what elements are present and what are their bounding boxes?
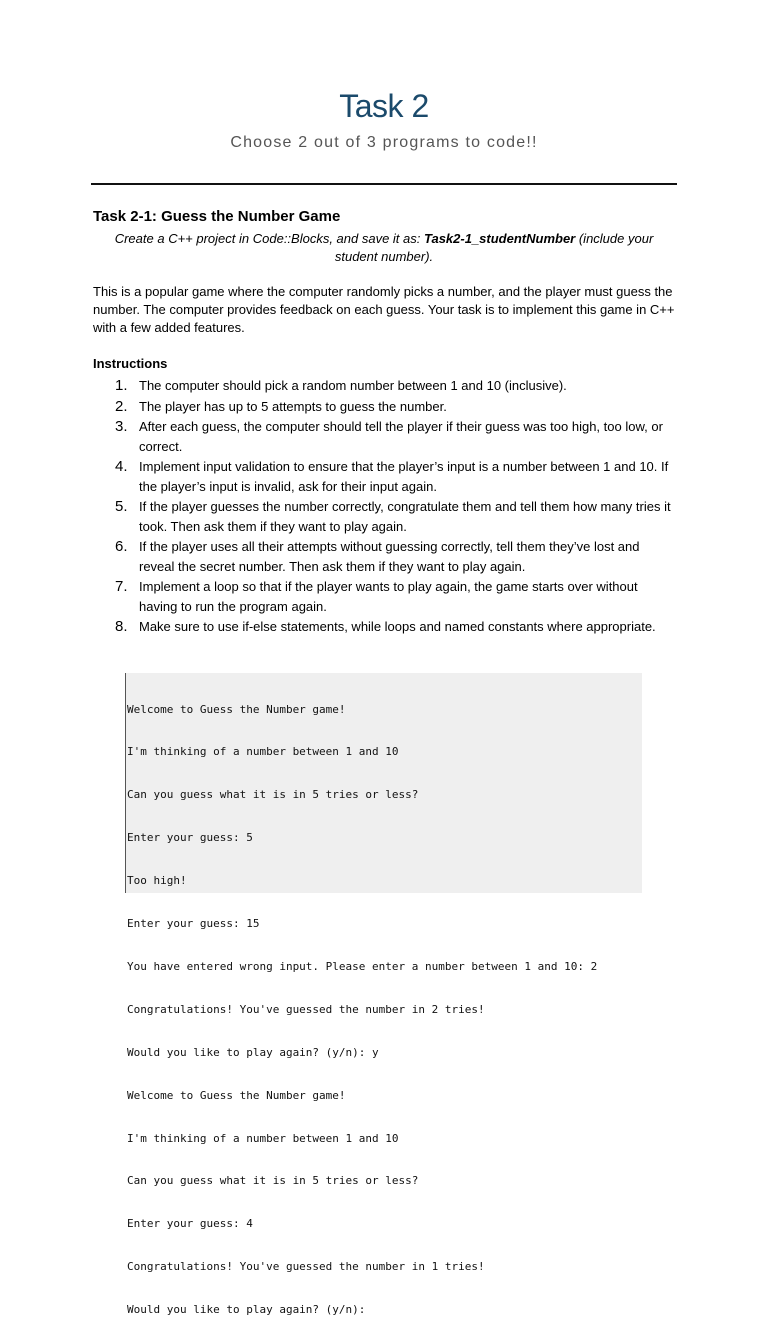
instruction-text: If the player uses all their attempts without guessing correctly, tell them they’ve lost and reveal the secret number. Then ask them if they want to play again. <box>139 539 640 574</box>
instruction-number: 5. <box>115 498 128 515</box>
instruction-number: 4. <box>115 458 128 475</box>
instruction-text: The player has up to 5 attempts to guess the number. <box>139 398 447 414</box>
instruction-item <box>111 577 677 616</box>
instruction-text: Implement a loop so that if the player wants to play again, the game starts over without having to run the program again. <box>139 579 638 614</box>
page-subtitle: Choose 2 out of 3 programs to code!! <box>230 134 538 151</box>
project-note-suffix: (include your student number). <box>334 231 654 264</box>
instruction-number: 8. <box>115 618 128 635</box>
instruction-number: 2. <box>115 397 128 415</box>
instruction-number: 3. <box>115 418 128 435</box>
instruction-text: The computer should pick a random number between 1 and 10 (inclusive). <box>139 378 567 393</box>
console-line: I'm thinking of a number between 1 and 10 <box>127 1131 399 1145</box>
instruction-text: Make sure to use if-else statements, while loops and named constants where appropriate. <box>139 619 656 634</box>
console-line: Enter your guess: 5 <box>127 831 253 845</box>
console-line: I'm thinking of a number between 1 and 10 <box>127 745 399 759</box>
console-line: Would you like to play again? (y/n): <box>127 1303 366 1317</box>
console-line: Enter your guess: 4 <box>127 1217 253 1231</box>
console-line: Would you like to play again? (y/n): y <box>127 1045 379 1059</box>
instruction-number: 6. <box>115 538 128 555</box>
instruction-item <box>111 537 677 576</box>
console-line: Too high! <box>127 874 187 888</box>
console-line: Can you guess what it is in 5 tries or less? <box>127 1174 419 1188</box>
console-line: Welcome to Guess the Number game! <box>127 702 346 716</box>
instruction-item <box>111 417 677 456</box>
instruction-item <box>111 497 677 536</box>
project-note <box>93 230 675 266</box>
console-line: You have entered wrong input. Please enter a number between 1 and 10: 2 <box>127 959 598 973</box>
section-heading: Task 2-1: Guess the Number Game <box>93 208 341 225</box>
console-line: Enter your guess: 15 <box>127 917 260 931</box>
instruction-text: After each guess, the computer should tell the player if their guess was too high, too low, or correct. <box>139 419 663 454</box>
console-line: Congratulations! You've guessed the number in 2 tries! <box>127 1002 485 1016</box>
instruction-item <box>111 397 677 417</box>
console-output-screenshot <box>125 673 642 1317</box>
instruction-number: 1. <box>115 377 128 394</box>
intro-paragraph: This is a popular game where the computer randomly picks a number, and the player must guess the number. The computer provides feedback on each guess. Your task is to implement this game in C++ with a few added features. <box>93 284 675 335</box>
instruction-item <box>111 617 677 637</box>
console-line: Can you guess what it is in 5 tries or less? <box>127 788 419 802</box>
console-line: Welcome to Guess the Number game! <box>127 1088 346 1102</box>
project-filename: Task2-1_studentNumber <box>424 231 576 246</box>
instructions-list <box>111 376 677 638</box>
instruction-text: Implement input validation to ensure that the player’s input is a number between 1 and 10. If the player’s input is invalid, ask for their input again. <box>139 459 669 494</box>
page-title: Task 2 <box>339 88 429 124</box>
instructions-heading: Instructions <box>93 356 168 371</box>
project-note-prefix: Create a C++ project in Code::Blocks, and save it as: <box>114 231 424 246</box>
horizontal-divider <box>91 183 677 185</box>
instruction-item <box>111 376 677 396</box>
console-line: Congratulations! You've guessed the number in 1 tries! <box>127 1260 485 1274</box>
instruction-number: 7. <box>115 578 128 595</box>
instruction-item <box>111 457 677 496</box>
instruction-text: If the player guesses the number correctly, congratulate them and tell them how many tries it took. Then ask them if they want to play again. <box>139 499 671 534</box>
